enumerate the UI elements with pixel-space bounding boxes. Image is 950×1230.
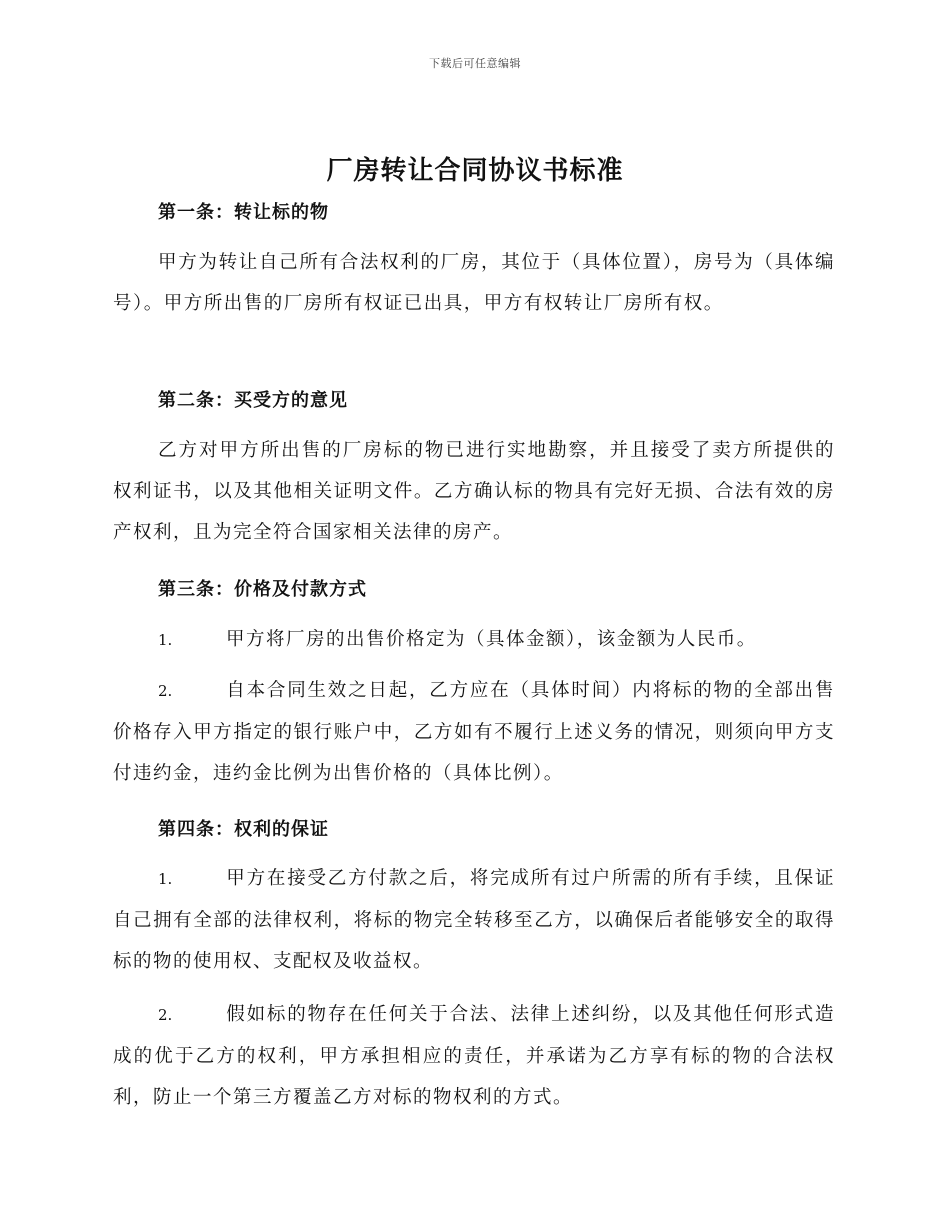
item-number: 2. xyxy=(158,1006,173,1024)
section-1-heading: 第一条：转让标的物 xyxy=(158,202,329,223)
section-4-item-2 xyxy=(113,994,835,1118)
section-4-item-1 xyxy=(113,858,835,982)
section-4-heading: 第四条：权利的保证 xyxy=(158,819,329,840)
item-text: 甲方将厂房的出售价格定为（具体金额），该金额为人民币。 xyxy=(226,629,757,650)
section-2-heading: 第二条：买受方的意见 xyxy=(158,390,348,411)
item-text: 甲方在接受乙方付款之后，将完成所有过户所需的所有手续，且保证自己拥有全部的法律权利，将标的物完全转移至乙方，以确保后者能够安全的取得标的物的使用权、支配权及收益权。 xyxy=(113,868,835,972)
section-3-heading: 第三条：价格及付款方式 xyxy=(158,579,367,600)
section-3-item-2 xyxy=(113,670,835,794)
header-note: 下载后可任意编辑 xyxy=(429,57,521,70)
item-number: 1. xyxy=(158,631,173,649)
item-text: 自本合同生效之日起，乙方应在（具体时间）内将标的物的全部出售价格存入甲方指定的银行账户中，乙方如有不履行上述义务的情况，则须向甲方支付违约金，违约金比例为出售价格的（具体比例）。 xyxy=(113,680,835,784)
section-3-item-1 xyxy=(113,619,835,661)
item-number: 1. xyxy=(158,870,173,888)
item-number: 2. xyxy=(158,682,173,700)
document-title: 厂房转让合同协议书标准 xyxy=(326,156,624,186)
section-2-paragraph: 乙方对甲方所出售的厂房标的物已进行实地勘察，并且接受了卖方所提供的权利证书，以及其他相关证明文件。乙方确认标的物具有完好无损、合法有效的房产权利，且为完全符合国家相关法律的房产。 xyxy=(113,440,835,543)
item-text: 假如标的物存在任何关于合法、法律上述纠纷，以及其他任何形式造成的优于乙方的权利，甲方承担相应的责任，并承诺为乙方享有标的物的合法权利，防止一个第三方覆盖乙方对标的物权利的方式。 xyxy=(113,1004,835,1108)
section-1-paragraph: 甲方为转让自己所有合法权利的厂房，其位于（具体位置），房号为（具体编号）。甲方所出售的厂房所有权证已出具，甲方有权转让厂房所有权。 xyxy=(113,252,835,314)
